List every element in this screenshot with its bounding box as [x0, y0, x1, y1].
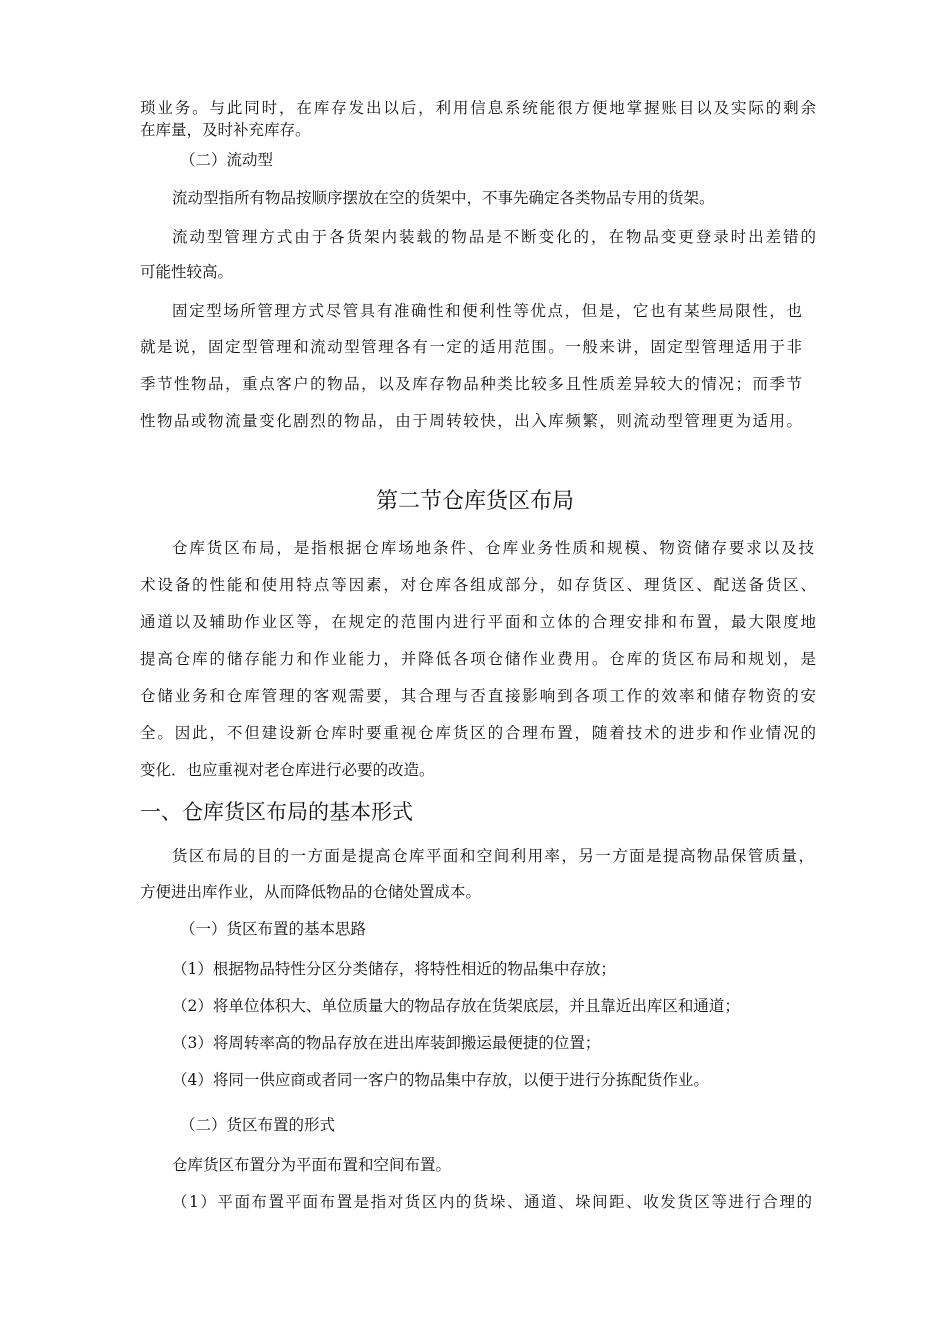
text-line: 通道以及辅助作业区等，在规定的范围内进行平面和立体的合理安排和布置，最大限度地 — [140, 613, 816, 631]
text-line: 流动型指所有物品按顺序摆放在空的货架中，不事先确定各类物品专用的货架。 — [172, 189, 715, 207]
text-line: 方便进出库作业，从而降低物品的仓储处置成本。 — [140, 883, 482, 901]
text-line: 仓储业务和仓库管理的客观需要，其合理与否直接影响到各项工作的效率和储存物资的安 — [140, 687, 816, 705]
text-line: 货区布局的目的一方面是提高仓库平面和空间利用率，另一方面是提高物品保管质量， — [172, 847, 814, 865]
text-line: （1）平面布置平面布置是指对货区内的货垛、通道、垛间距、收发货区等进行合理的 — [172, 1193, 812, 1211]
text-line: 提高仓库的储存能力和作业能力，并降低各项仓储作业费用。仓库的货区布局和规划，是 — [140, 650, 816, 668]
list-item: （3）将周转率高的物品存放在进出库装卸搬运最便捷的位置； — [172, 1034, 601, 1052]
text-line: 性物品或物流量变化剧烈的物品，由于周转较快，出入库频繁，则流动型管理更为适用。 — [140, 412, 802, 430]
text-line: 变化．也应重视对老仓库进行必要的改造。 — [140, 761, 435, 779]
text-line: 全。因此，不但建设新仓库时要重视仓库货区的合理布置，随着技术的进步和作业情况的 — [140, 724, 816, 742]
list-item: （1）根据物品特性分区分类储存，将特性相近的物品集中存放； — [172, 960, 616, 978]
text-line: 在库量，及时补充库存。 — [140, 121, 311, 139]
text-line: 季节性物品，重点客户的物品，以及库存物品种类比较多且性质差异较大的情况；而季节 — [140, 375, 802, 393]
section-title: 第二节仓库货区布局 — [375, 489, 574, 514]
subsection-heading: （一）货区布置的基本思路 — [180, 920, 367, 938]
subsection-heading: （二）流动型 — [180, 151, 274, 169]
text-line: 流动型管理方式由于各货架内装载的物品是不断变化的，在物品变更登录时出差错的 — [172, 228, 816, 246]
text-line: 术设备的性能和使用特点等因素，对仓库各组成部分，如存货区、理货区、配送备货区、 — [140, 576, 816, 594]
list-item: （4）将同一供应商或者同一客户的物品集中存放，以便于进行分拣配货作业。 — [172, 1071, 709, 1089]
text-line: 就是说，固定型管理和流动型管理各有一定的适用范围。一般来讲，固定型管理适用于非 — [140, 338, 802, 356]
chapter-subheading: 一、仓库货区布局的基本形式 — [140, 800, 413, 824]
text-line: 琐业务。与此同时，在库存发出以后，利用信息系统能很方便地掌握账目以及实际的剩余 — [140, 99, 816, 117]
text-line: 仓库货区布局，是指根据仓库场地条件、仓库业务性质和规模、物资储存要求以及技 — [172, 539, 814, 557]
text-line: 可能性较高。 — [140, 263, 234, 281]
subsection-heading: （二）货区布置的形式 — [180, 1116, 336, 1134]
list-item: （2）将单位体积大、单位质量大的物品存放在货架底层，并且靠近出库区和通道； — [172, 997, 740, 1015]
text-line: 固定型场所管理方式尽管具有准确性和便利性等优点，但是，它也有某些局限性，也 — [172, 302, 802, 320]
text-line: 仓库货区布置分为平面布置和空间布置。 — [172, 1156, 452, 1174]
